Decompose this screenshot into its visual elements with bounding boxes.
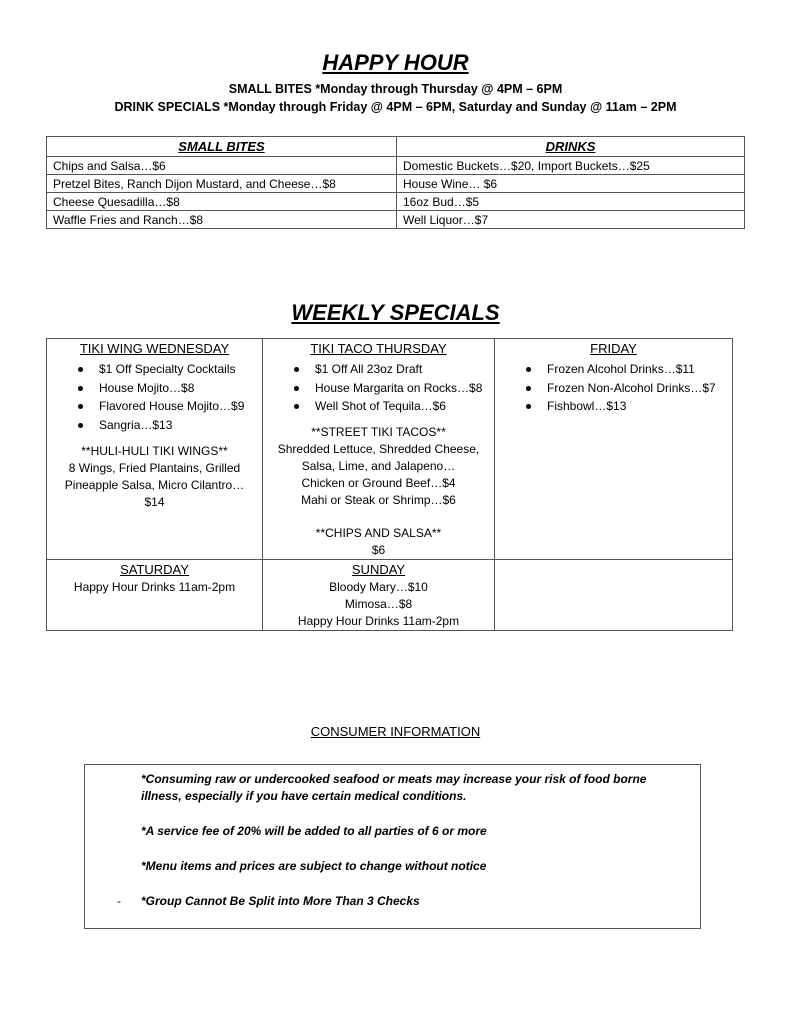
table-row (47, 211, 745, 229)
tacos-special-title: **STREET TIKI TACOS** (311, 425, 446, 440)
drink-item: Domestic Buckets…$20, Import Buckets…$25 (397, 157, 745, 175)
thursday-list (263, 360, 494, 416)
wings-special-price: $14 (144, 494, 165, 509)
happy-hour-title: HAPPY HOUR (322, 50, 469, 75)
saturday-cell (47, 560, 263, 631)
list-item: Frozen Alcohol Drinks…$11 (495, 360, 732, 379)
sunday-heading: SUNDAY (351, 562, 406, 578)
weekday-row (47, 339, 733, 560)
friday-cell (495, 339, 733, 560)
saturday-heading: SATURDAY (120, 562, 189, 578)
drinks-header: DRINKS (397, 137, 745, 157)
wings-special-title: **HULI-HULI TIKI WINGS** (81, 443, 228, 458)
drink-item: Well Liquor…$7 (397, 211, 745, 229)
sunday-cell (263, 560, 495, 631)
chips-salsa-title: **CHIPS AND SALSA** (315, 526, 442, 541)
list-item: $1 Off Specialty Cocktails (47, 360, 262, 379)
drink-item: House Wine… $6 (397, 175, 745, 193)
food-warning-line1: *Consuming raw or undercooked seafood or meats may increase your risk of food borne (141, 772, 647, 786)
split-checks-notice: *Group Cannot Be Split into More Than 3 Checks (141, 894, 420, 908)
drink-specials-schedule: DRINK SPECIALS *Monday through Friday @ 4PM – 6PM, Saturday and Sunday @ 11am – 2PM (114, 100, 677, 114)
list-item: Fishbowl…$13 (495, 397, 732, 416)
wednesday-heading: TIKI WING WEDNESDAY (79, 341, 230, 356)
wings-special-line: Pineapple Salsa, Micro Cilantro… (64, 477, 245, 492)
small-bite-item: Cheese Quesadilla…$8 (47, 193, 397, 211)
sunday-line: Happy Hour Drinks 11am-2pm (297, 614, 460, 629)
list-item: Frozen Non-Alcohol Drinks…$7 (495, 379, 732, 398)
price-change-notice: *Menu items and prices are subject to change without notice (141, 859, 487, 873)
tacos-special-line: Mahi or Steak or Shrimp…$6 (301, 493, 456, 508)
tacos-special-line: Shredded Lettuce, Shredded Cheese, (277, 442, 480, 457)
friday-heading: FRIDAY (590, 341, 637, 356)
wednesday-cell (47, 339, 263, 560)
service-fee-notice: *A service fee of 20% will be added to all parties of 6 or more (141, 824, 487, 838)
list-item: $1 Off All 23oz Draft (263, 360, 494, 379)
sunday-line: Bloody Mary…$10 (329, 580, 428, 595)
tacos-special-line: Chicken or Ground Beef…$4 (301, 476, 456, 491)
list-item: House Mojito…$8 (47, 379, 262, 398)
list-item: Well Shot of Tequila…$6 (263, 397, 494, 416)
small-bite-item: Waffle Fries and Ranch…$8 (47, 211, 397, 229)
small-bites-header: SMALL BITES (47, 137, 397, 157)
list-dash: - (117, 894, 121, 908)
tacos-special-line: Salsa, Lime, and Jalapeno… (301, 459, 456, 474)
list-item: Sangria…$13 (47, 416, 262, 435)
small-bite-item: Chips and Salsa…$6 (47, 157, 397, 175)
list-item: Flavored House Mojito…$9 (47, 397, 262, 416)
list-item: House Margarita on Rocks…$8 (263, 379, 494, 398)
wednesday-list (47, 360, 262, 435)
table-header-row (47, 137, 745, 157)
weekend-row (47, 560, 733, 631)
weekly-specials-title: WEEKLY SPECIALS (291, 300, 500, 325)
empty-cell (495, 560, 733, 631)
consumer-info-box (84, 764, 701, 929)
table-row (47, 157, 745, 175)
table-row (47, 175, 745, 193)
chips-salsa-price: $6 (371, 543, 386, 558)
wings-special-line: 8 Wings, Fried Plantains, Grilled (68, 460, 241, 475)
small-bite-item: Pretzel Bites, Ranch Dijon Mustard, and Cheese…$8 (47, 175, 397, 193)
drink-item: 16oz Bud…$5 (397, 193, 745, 211)
consumer-info-heading: CONSUMER INFORMATION (310, 724, 481, 739)
saturday-line: Happy Hour Drinks 11am-2pm (73, 580, 236, 595)
table-row (47, 193, 745, 211)
happy-hour-table (46, 136, 745, 229)
small-bites-schedule: SMALL BITES *Monday through Thursday @ 4PM – 6PM (228, 82, 563, 96)
thursday-heading: TIKI TACO THURSDAY (310, 341, 447, 356)
friday-list (495, 360, 732, 416)
sunday-line: Mimosa…$8 (344, 597, 413, 612)
weekly-specials-table (46, 338, 733, 631)
food-warning-line2: illness, especially if you have certain medical conditions. (141, 789, 467, 803)
thursday-cell (263, 339, 495, 560)
